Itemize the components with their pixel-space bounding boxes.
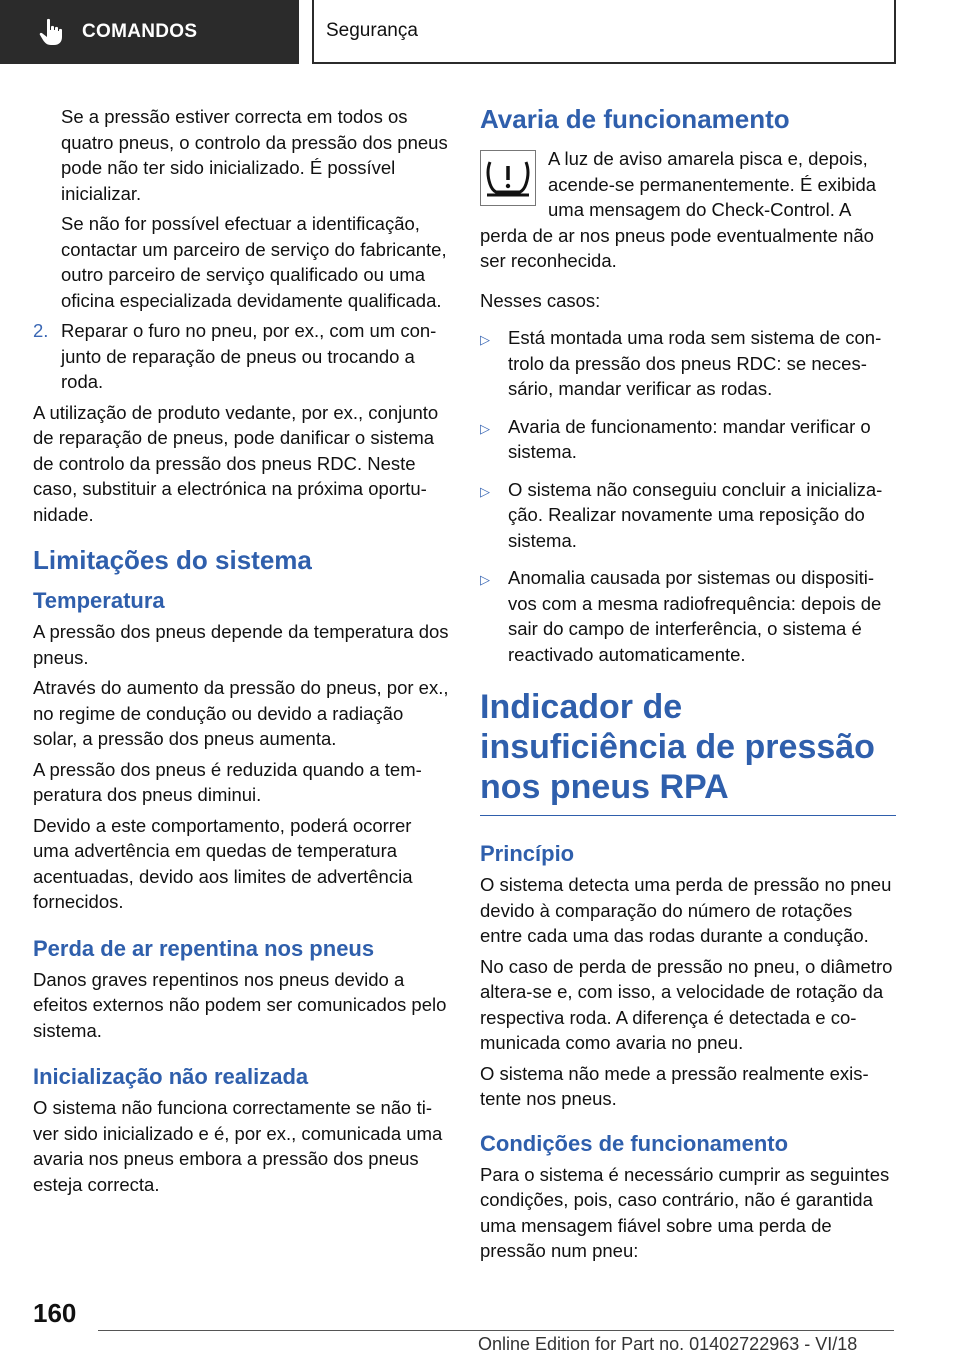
paragraph: Danos graves repentinos nos pneus devido a efeitos externos não podem ser comunicados pelo sistema. <box>33 968 447 1041</box>
section-heading: Avaria de funcionamento <box>480 104 790 134</box>
triangle-bullet-icon: ▷ <box>480 420 490 436</box>
hand-pointer-icon <box>38 18 64 46</box>
subsection-heading: Princípio <box>480 841 575 866</box>
subsection-heading: Temperatura <box>33 588 165 613</box>
bullet-list <box>480 325 896 667</box>
paragraph: Para o sistema é necessário cumprir as seguintes condições, pois, caso contrário, não é garantida uma mensagem fiável sobre uma perda de pressão num pneu: <box>480 1163 890 1261</box>
triangle-bullet-icon: ▷ <box>480 483 490 499</box>
warning-block <box>480 146 896 274</box>
subsection-heading: Condições de funcionamento <box>480 1130 789 1156</box>
tab-label: Segurança <box>326 20 418 41</box>
page-number: 160 <box>33 1298 77 1328</box>
tab-label: COMANDOS <box>82 21 198 42</box>
paragraph: O sistema não mede a pressão realmente existente nos pneus. <box>480 1062 869 1109</box>
paragraph: A pressão dos pneus depende da temperatura dos pneus. <box>33 621 449 668</box>
list-item: ▷ Está montada uma roda sem sistema de controlo da pressão dos pneus RDC: se necessário, mandar verificar as rodas. <box>480 325 896 402</box>
paragraph: No caso de perda de pressão no pneu, o diâmetro altera-se e, com isso, a velocidade de rotação da respectiva roda. A diferença é detectada e comunicada como avaria no pneu. <box>480 955 893 1053</box>
footer-divider <box>98 1330 894 1331</box>
edition-note: Online Edition for Part no. 01402722963 - VI/18 <box>478 1334 858 1354</box>
paragraph: Devido a este comportamento, poderá ocorrer uma advertência em quedas de temperatura acentuadas, devido aos limites de advertência fornecidos. <box>33 814 413 912</box>
list-item: ▷ O sistema não conseguiu concluir a inicialização. Realizar novamente uma reposição do sistema. <box>480 477 896 554</box>
paragraph: Se a pressão estiver correcta em todos os quatro pneus, o controlo da pressão dos pneus pode não ter sido inicializado. É possível inicializar. <box>61 106 448 204</box>
step-text: Reparar o furo no pneu, por ex., com um conjunto de reparação de pneus ou trocando a roda. <box>61 320 437 392</box>
subsection-heading: Perda de ar repentina nos pneus <box>33 935 375 961</box>
paragraph: Através do aumento da pressão do pneus, por ex., no regime de condução ou devido a radiação solar, a pressão dos pneus aumenta. <box>33 677 449 749</box>
paragraph: O sistema detecta uma perda de pressão no pneu devido à comparação do número de rotações entre cada uma das rodas durante a condução. <box>480 874 892 946</box>
paragraph: A luz de aviso amarela pisca e, depois, acende-se permanentemente. É exibida uma mensagem do Check-Control. A perda de ar nos pneus pode eventualmente não ser reconhecida. <box>480 148 877 271</box>
list-item: ▷ Anomalia causada por sistemas ou dispositivos com a mesma radiofrequência: depois de sair do campo de interferência, o sistema é reactivado automaticamente. <box>480 565 896 667</box>
subsection-heading: Inicialização não realizada <box>33 1064 309 1089</box>
tab-comandos[interactable] <box>0 0 299 64</box>
triangle-bullet-icon: ▷ <box>480 332 490 347</box>
numbered-step <box>33 318 449 395</box>
triangle-bullet-icon: ▷ <box>480 572 490 587</box>
tire-pressure-warning-icon <box>480 150 536 206</box>
paragraph: Se não for possível efectuar a identificação, contactar um parceiro de serviço do fabricante, outro parceiro de serviço qualificado ou uma oficina especializada devidamente qualificada. <box>61 213 447 311</box>
step-number: 2. <box>33 320 49 341</box>
right-column <box>480 104 896 1269</box>
list-item: ▷ Avaria de funcionamento: mandar verificar o sistema. <box>480 414 896 465</box>
tab-seguranca[interactable] <box>312 0 896 64</box>
left-column <box>33 104 449 1202</box>
paragraph: O sistema não funciona correctamente se não tiver sido inicializado e é, por ex., comunicada uma avaria nos pneus embora a pressão dos pneus esteja correcta. <box>33 1097 443 1195</box>
chapter-heading: Indicador de insuficiência de pressão nos pneus RPA <box>480 687 896 816</box>
paragraph: A utilização de produto vedante, por ex., conjunto de reparação de pneus, pode danificar o sistema de controlo da pressão dos pneus RDC. Neste caso, substituir a electrónica na próxima oportunidade. <box>33 401 439 525</box>
paragraph: Nesses casos: <box>480 289 601 311</box>
section-heading: Limitações do sistema <box>33 545 312 575</box>
paragraph: A pressão dos pneus é reduzida quando a temperatura dos pneus diminui. <box>33 758 422 805</box>
